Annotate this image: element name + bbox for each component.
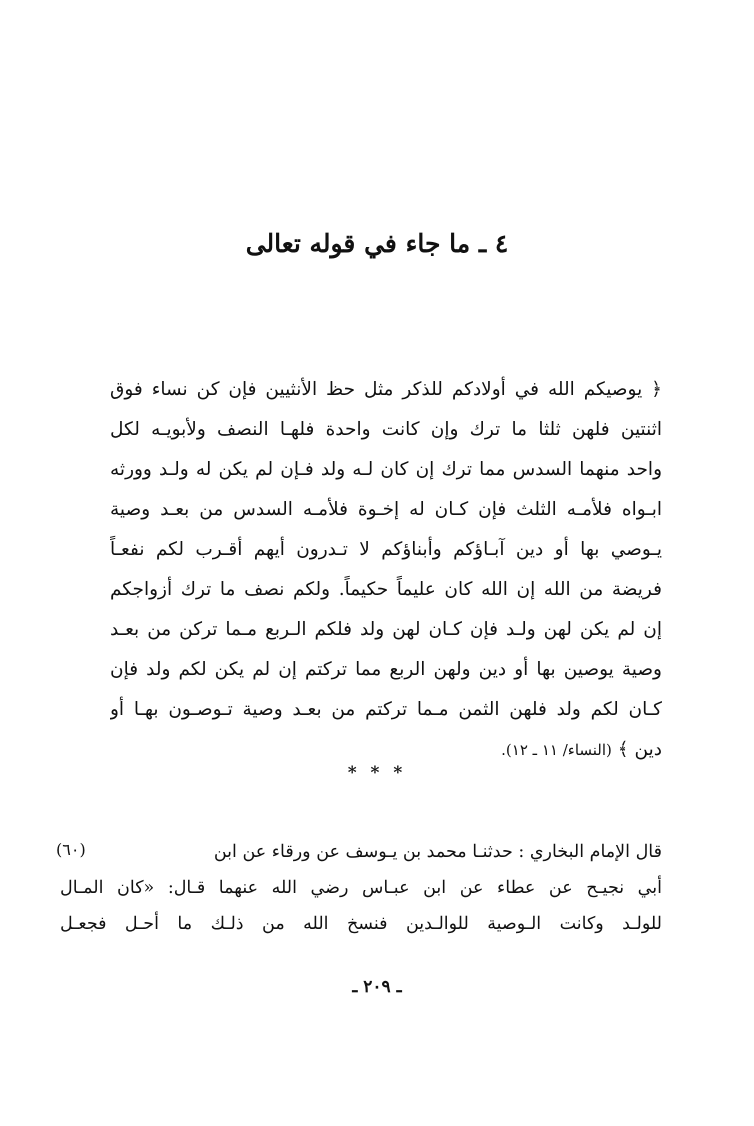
verse-line: واحد منهما السدس مما ترك إن كان لـه ولد فـإن لم يكن له ولـد وورثه (110, 459, 662, 480)
verse-line: فريضة من الله إن الله كان عليماً حكيماً. ولكم نصف ما ترك أزواجكم (110, 579, 662, 600)
verse-line: وصية يوصين بها أو دين ولهن الربع مما تركتم إن لم يكن لكم ولد فإن (110, 659, 662, 680)
hadith-block (60, 834, 662, 942)
verse-ending: دين ﴾ (617, 739, 662, 760)
verse-line: كـان لكم ولد فلهن الثمن مـما تركتم من بعـد وصية تـوصـون بهـا أو (110, 699, 662, 720)
quran-verse-block (110, 370, 662, 770)
chapter-title: ٤ ـ ما جاء في قوله تعالى (245, 229, 509, 258)
verse-reference: (النساء/ ١١ ـ ١٢). (501, 741, 612, 759)
verse-line: اثنتين فلهن ثلثا ما ترك وإن كانت واحدة فلهـا النصف ولأبويـه لكل (110, 419, 662, 440)
section-separator: * * * (347, 763, 407, 783)
verse-line: ابـواه فلأمـه الثلث فإن كـان له إخـوة فلأمـه السدس من بعـد وصية (110, 499, 662, 520)
hadith-line: قال الإمام البخاري : حدثنـا محمد بن يـوسف عن ورقاء عن ابن (213, 842, 662, 862)
verse-line: يـوصي بها أو دين آبـاؤكم وأبناؤكم لا تـدرون أيهم أقـرب لكم نفعـاً (110, 539, 662, 560)
verse-line: إن لم يكن لهن ولـد فإن كـان لهن ولد فلكم الـربع مـما تركن من بعـد (110, 619, 662, 640)
page-number: ـ ٢٠٩ ـ (352, 977, 402, 997)
hadith-line: أبي نجيـح عن عطاء عن ابن عبـاس رضي الله عنهما قـال: «كان المـال (60, 878, 662, 898)
hadith-line: للولـد وكانت الـوصية للوالـدين فنسخ الله من ذلـك ما أحـل فجعـل (60, 914, 662, 934)
verse-line: ﴿ يوصيكم الله في أولادكم للذكر مثل حظ الأنثيين فإن كن نساء فوق (110, 379, 662, 400)
hadith-number: (٦٠) (56, 840, 86, 859)
